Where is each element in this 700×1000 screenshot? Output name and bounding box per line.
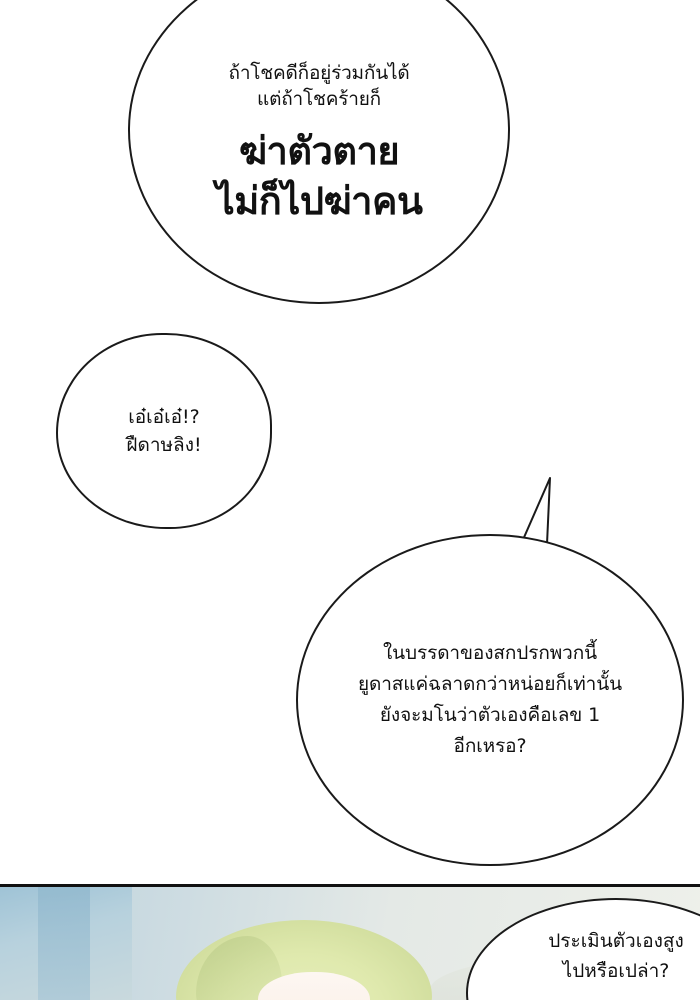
- bubble-monologue-line-3: ยังจะมโนว่าตัวเองคือเลข 1: [379, 704, 601, 726]
- bubble-shout-line-1: ถ้าโชคดีก็อยู่ร่วมกันได้: [228, 61, 410, 84]
- bubble-shout-emphasis-1: ฆ่าตัวตาย: [238, 129, 400, 174]
- bubble-monologue-line-1: ในบรรดาของสกปรกพวกนี้: [382, 642, 598, 665]
- speech-bubble-huh: [56, 333, 272, 529]
- bubble-shout-emphasis-2: ไม่ก็ไปฆ่าคน: [215, 179, 423, 224]
- panel-background-pillar: [38, 887, 90, 1000]
- bubble-bottom-line-2: ไปหรือเปล่า?: [562, 960, 670, 983]
- bubble-shout-line-2: แต่ถ้าโชคร้ายก็: [257, 87, 381, 110]
- bubble-huh-line-1: เอ๋เอ๋เอ๋!?: [128, 405, 200, 428]
- bubble-bottom-line-1: ประเมินตัวเองสูง: [548, 930, 684, 952]
- speech-bubble-shout: [128, 0, 510, 304]
- bubble-monologue-line-4: อีกเหรอ?: [453, 734, 527, 757]
- bubble-monologue-line-2: ยูดาสแค่ฉลาดกว่าหน่อยก็เท่านั้น: [357, 673, 623, 696]
- bubble-huh-line-2: ฝืดาษลิง!: [126, 434, 202, 456]
- speech-bubble-monologue: [296, 534, 684, 866]
